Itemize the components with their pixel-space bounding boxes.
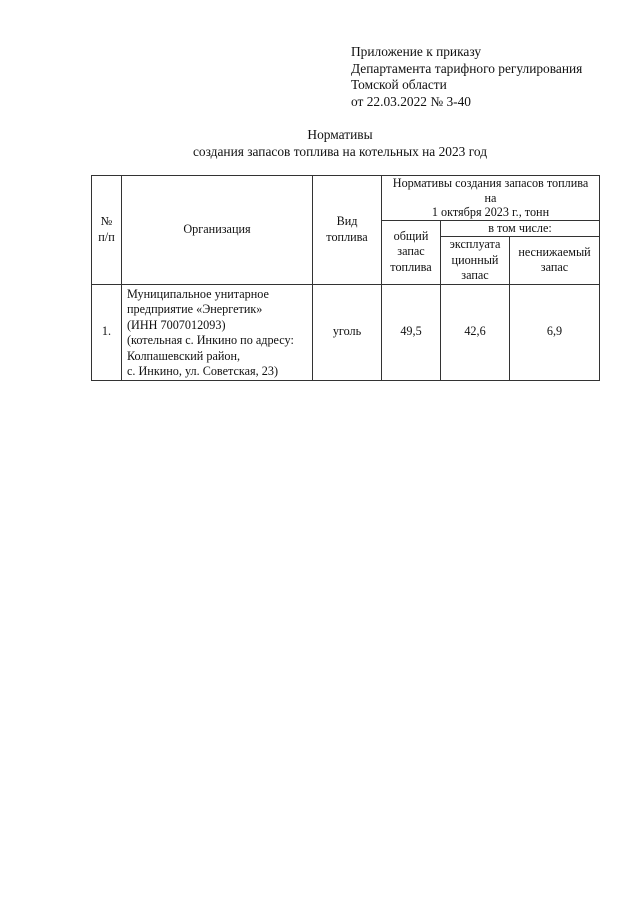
appendix-line: Департамента тарифного регулирования [351,60,583,76]
header-operational-reserve: эксплуата ционный запас [441,237,510,285]
row-fuel-type: уголь [313,284,382,380]
row-number: 1. [92,284,122,380]
header-total-reserve: общий запас топлива [382,220,441,284]
row-operational-reserve: 42,6 [441,284,510,380]
row-minimum-reserve: 6,9 [510,284,600,380]
table-row [92,284,600,380]
row-organization: Муниципальное унитарное предприятие «Энергетик» (ИНН 7007012093) (котельная с. Инкино по адресу: Колпашевский район, с. Инкино, ул. Советская, 23) [122,284,313,380]
header-row [92,176,600,221]
header-number: № п/п [92,176,122,285]
header-including: в том числе: [441,220,600,237]
document-subtitle: создания запасов топлива на котельных на 2023 год [192,144,488,159]
row-total-reserve: 49,5 [382,284,441,380]
header-minimum-reserve: неснижаемый запас [510,237,600,285]
appendix-line: Приложение к приказу [351,44,482,59]
document-title: Нормативы [307,127,373,142]
header-fuel-type: Вид топлива [313,176,382,285]
appendix-date-line: от 22.03.2022 № 3-40 [351,93,471,109]
appendix-block [351,44,582,110]
appendix-line: Томской области [351,77,447,92]
norms-table [91,175,600,381]
header-norms: Нормативы создания запасов топлива на 1 октября 2023 г., тонн [382,176,600,221]
header-organization: Организация [122,176,313,285]
